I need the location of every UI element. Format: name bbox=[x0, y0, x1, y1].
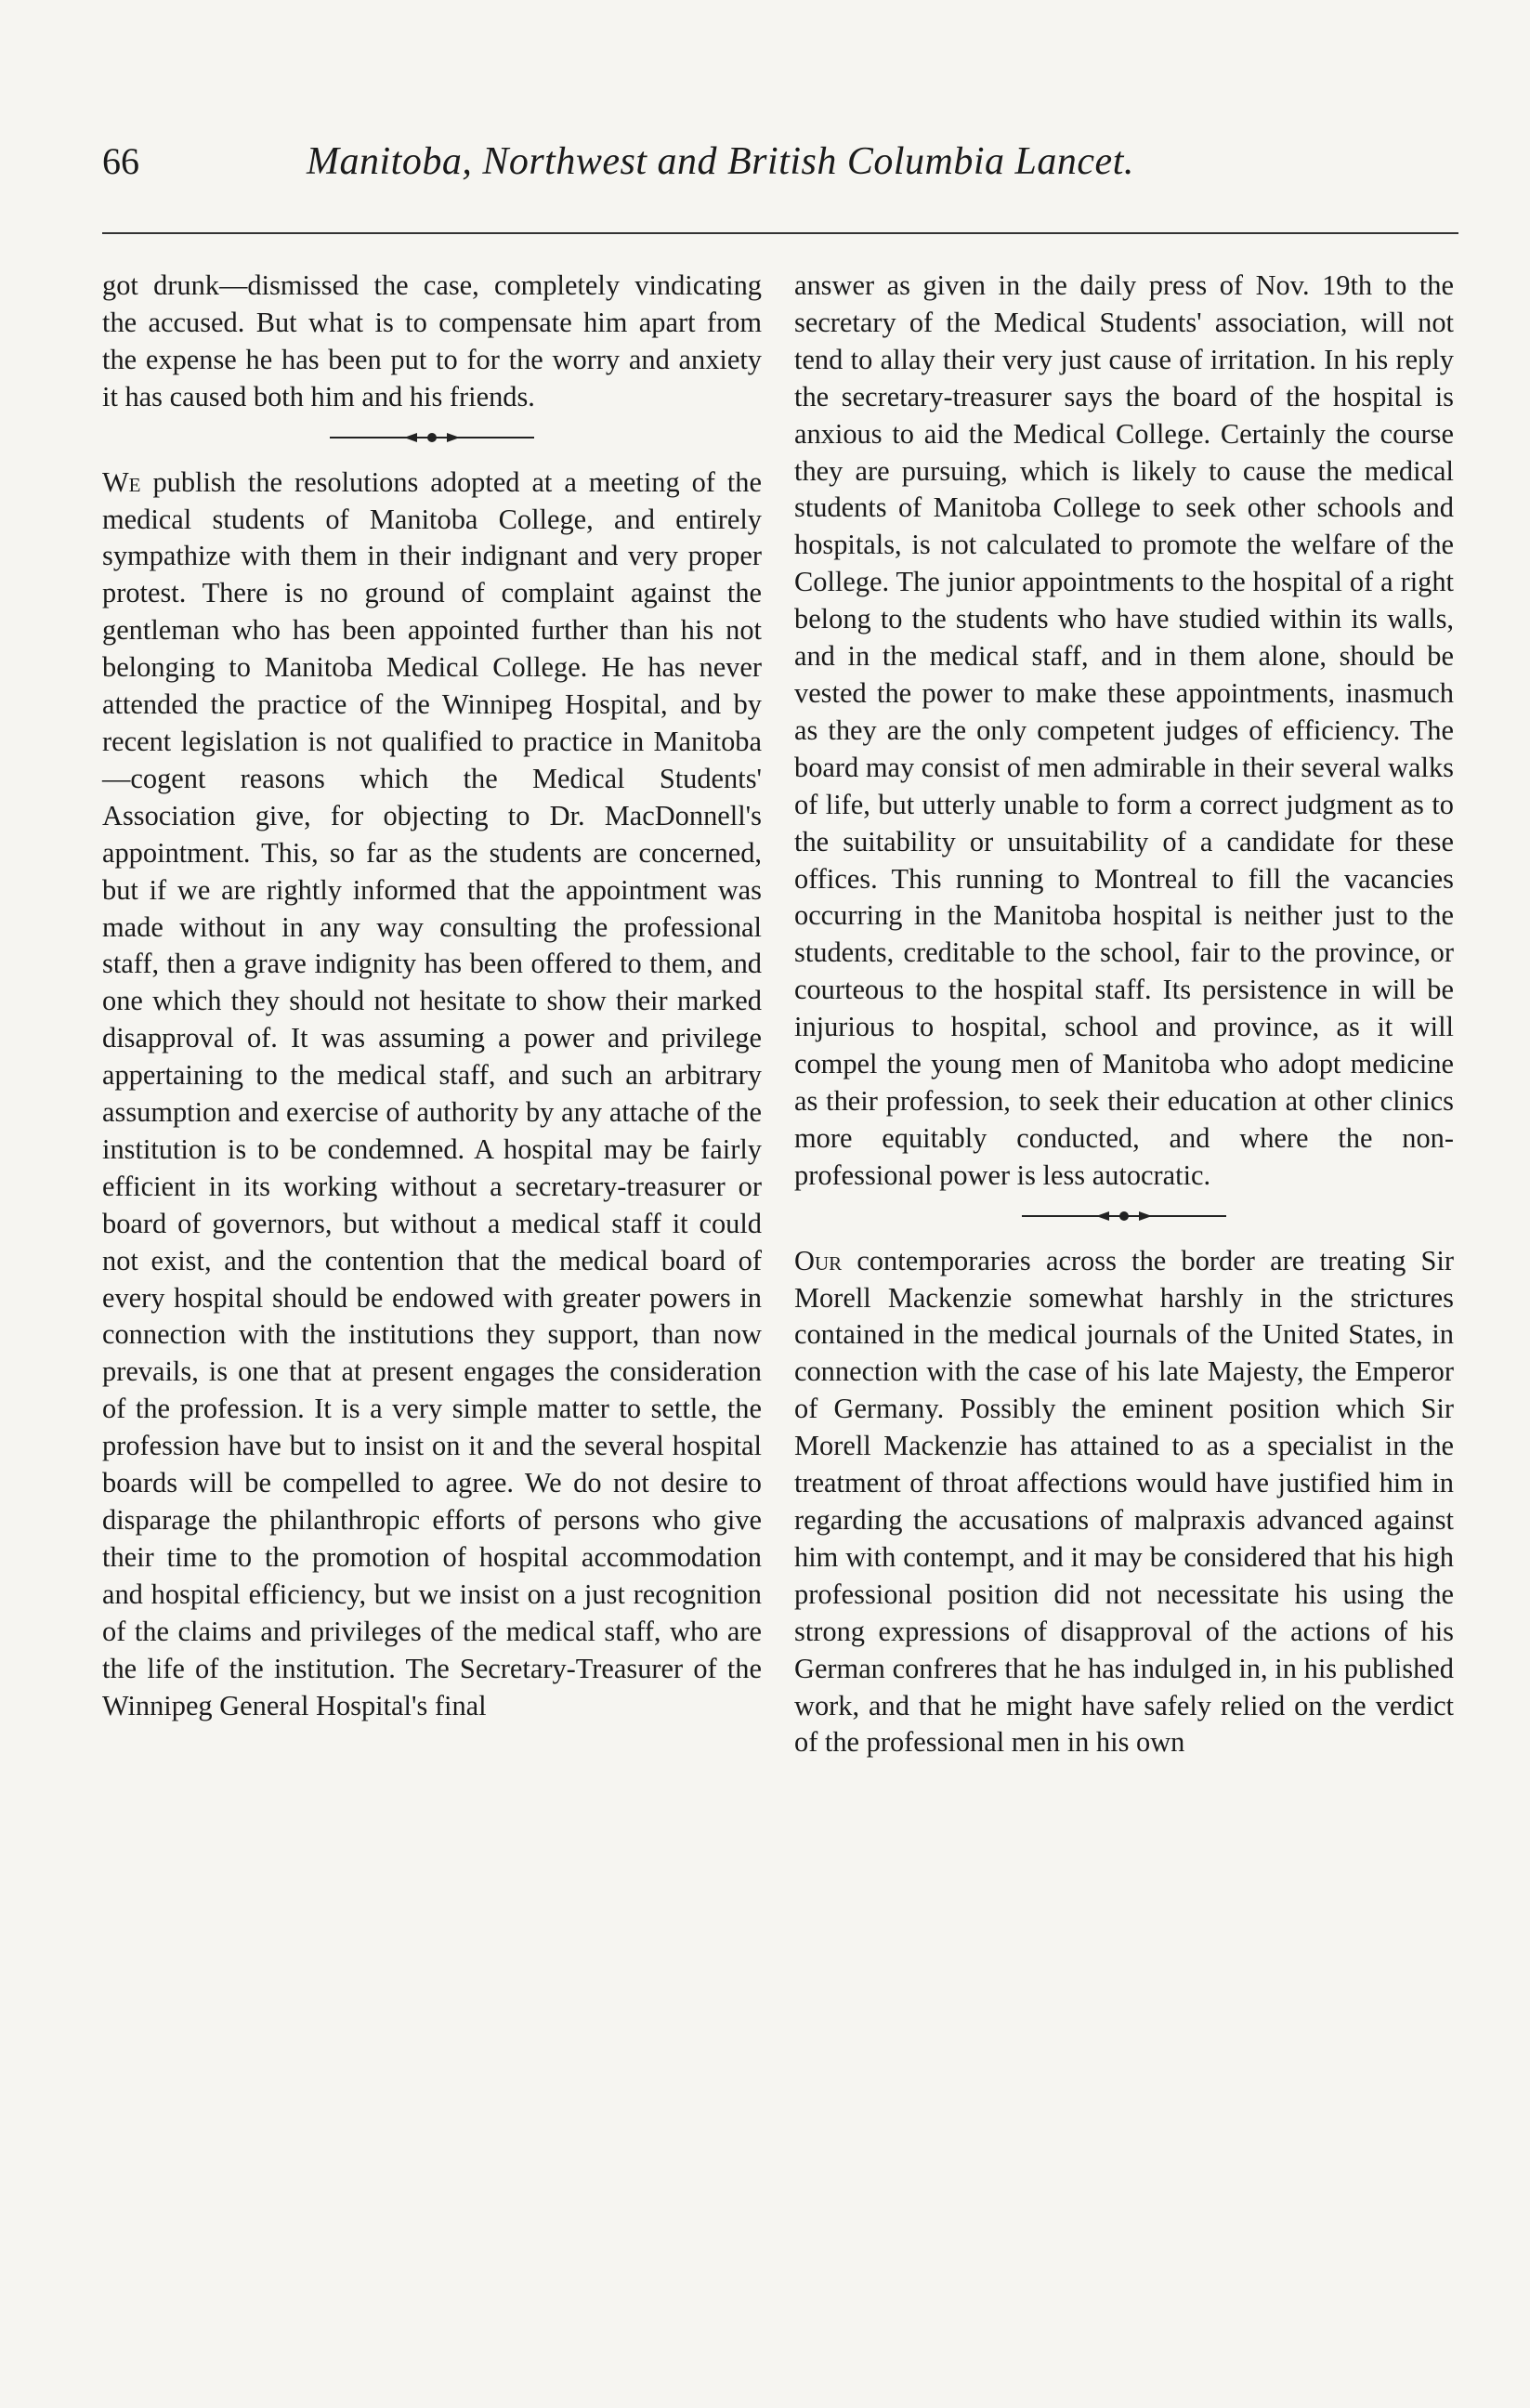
journal-title: Manitoba, Northwest and British Columbia Lancet. bbox=[307, 140, 1134, 183]
left-column bbox=[102, 268, 762, 1724]
paragraph-body: contemporaries across the border are treating Sir Morell Mackenzie somewhat harshly in the strictures contained in the medical journals of the United States, in connection with the case of his late Majesty, the Emperor of Germany. Possibly the eminent position which Sir Morell Mackenzie has attained to as a specialist in the treatment of throat affections would have justified him in regarding the accusations of malpraxis advanced against him with contempt, and it may be considered that his high professional position did not necessitate his using the strong expressions of disapproval of the actions of his German confreres that he has indulged in, in his published work, and that he might have safely relied on the verdict of the professional men in his own bbox=[794, 1244, 1454, 1759]
paragraph-body: publish the resolutions adopted at a meeting of the medical students of Manitoba College, and entirely sympathize with them in their indignant and very proper protest. There is no ground of complaint against the gentleman who has been appointed further than his not belonging to Manitoba Medical College. He has never attended the practice of the Winnipeg Hospital, and by recent legislation is not qualified to practice in Manitoba—cogent reasons which the Medical Students' Association give, for objecting to Dr. MacDonnell's appointment. This, so far as the students are concerned, but if we are rightly informed that the appointment was made without in any way consulting the professional staff, then a grave indignity has been offered to them, and one which they should not hesitate to show their marked disapproval of. It was assuming a power and privilege appertaining to the medical staff, and such an arbitrary assumption and exercise of authority by any attache of the institution is to be condemned. A hospital may be fairly efficient in its working without a secretary-treasurer or board of governors, but without a medical staff it could not exist, and the contention that the medical board of every hospital should be endowed with greater powers in connection with the institutions they support, than now prevails, is one that at present engages the consideration of the profession. It is a very simple matter to settle, the profession have but to insist on it and the several hospital boards will be compelled to agree. We do not desire to disparage the philanthropic efforts of persons who give their time to the promotion of hospital accommodation and hospital efficiency, but we insist on a just recognition of the claims and privileges of the medical staff, who are the life of the institution. The Secretary-Treasurer of the Winnipeg General Hospital's final bbox=[102, 465, 762, 1721]
section-divider-ornament bbox=[1013, 1206, 1236, 1226]
section-divider-ornament bbox=[320, 427, 543, 448]
left-paragraph-continued: got drunk—dismissed the case, completely vindicating the accused. But what is to compensate him apart from the expense he has been put to for the worry and anxiety it has caused both him and his friends. bbox=[102, 269, 762, 412]
right-column bbox=[794, 268, 1454, 1761]
paragraph-lead-word: We bbox=[102, 465, 141, 498]
left-paragraph-resolutions bbox=[102, 465, 762, 1725]
header-rule bbox=[102, 232, 1458, 234]
right-paragraph-continued: answer as given in the daily press of Nov. 19th to the secretary of the Medical Students' association, will not tend to allay their very just cause of irritation. In his reply the secretary-treasurer says the board of the hospital is anxious to aid the Medical College. Certainly the course they are pursuing, which is likely to cause the medical students of Manitoba College to seek other schools and hospitals, is not calculated to promote the welfare of the College. The junior appointments to the hospital of a right belong to the students who have studied within its walls, and in the medical staff, and in them alone, should be vested the power to make these appointments, inasmuch as they are the only competent judges of efficiency. The board may consist of men admirable in their several walks of life, but utterly unable to form a correct judgment as to the suitability or unsuitability of a candidate for these offices. This running to Montreal to fill the vacancies occurring in the Manitoba hospital is neither just to the students, creditable to the school, fair to the province, or courteous to the hospital staff. Its persistence in will be injurious to hospital, school and province, as it will compel the young men of Manitoba who adopt medicine as their profession, to seek their education at other clinics more equitably conducted, and where the non-professional power is less autocratic. bbox=[794, 269, 1454, 1191]
right-paragraph-mackenzie bbox=[794, 1243, 1454, 1762]
running-header bbox=[102, 139, 1458, 195]
paragraph-lead-word: Our bbox=[794, 1244, 843, 1276]
page-number: 66 bbox=[102, 140, 139, 182]
